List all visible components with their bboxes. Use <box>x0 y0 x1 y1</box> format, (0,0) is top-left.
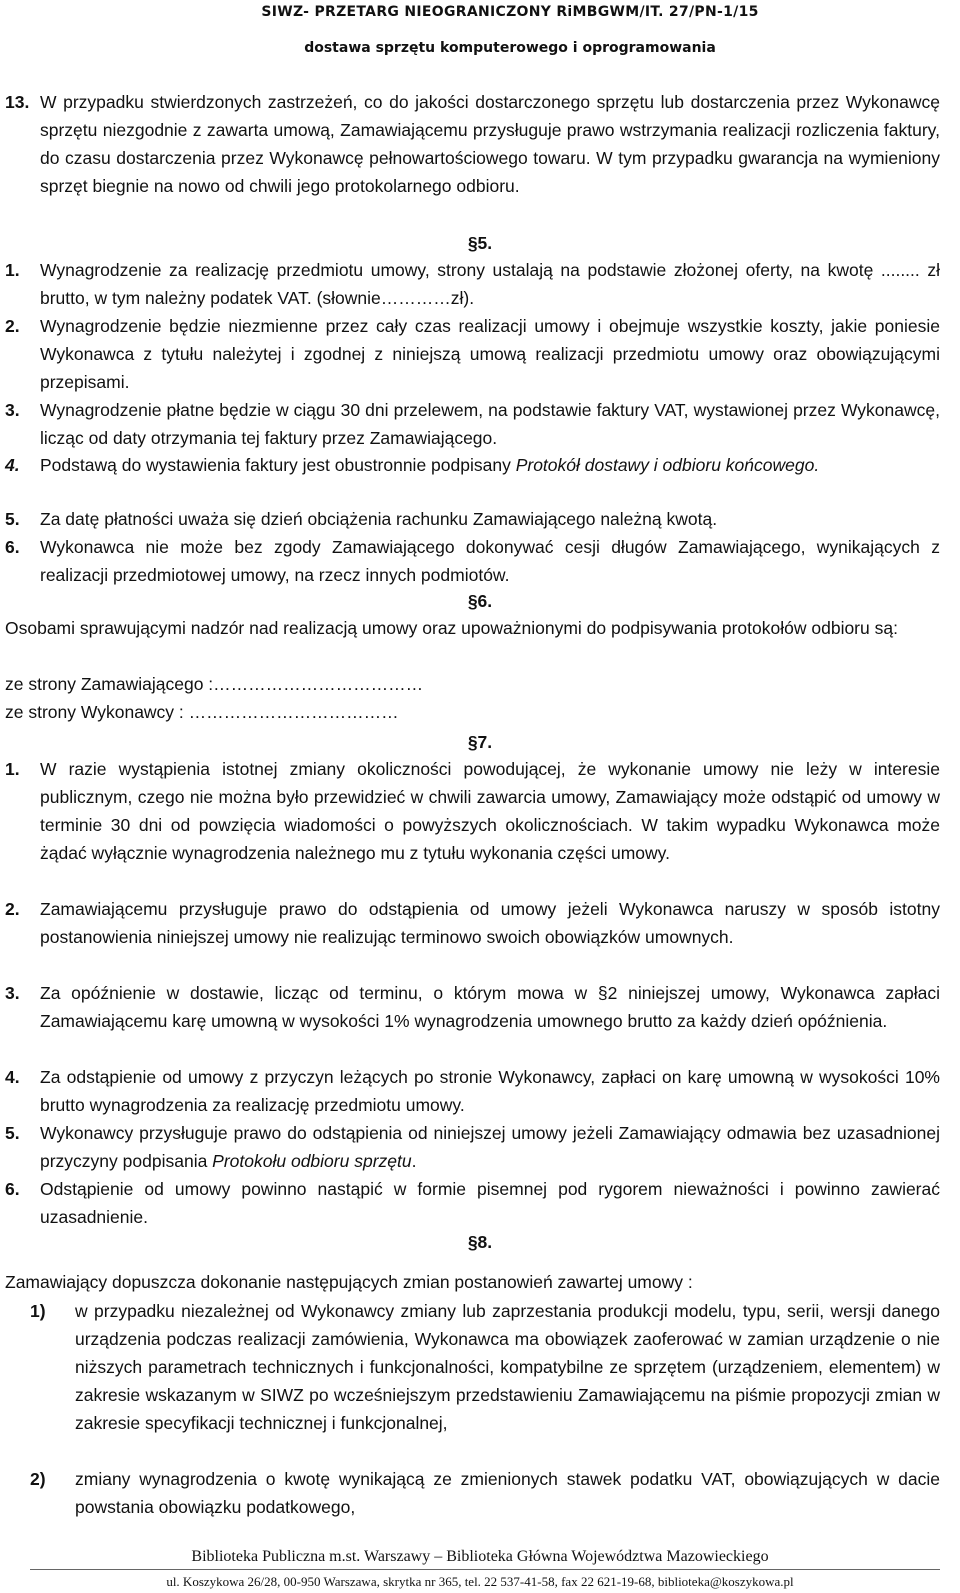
document-reference: Protokół dostawy i odbioru końcowego. <box>515 455 820 475</box>
paragraph-7-1: W razie wystąpienia istotnej zmiany okoliczności powodującej, że wykonanie umowy nie leży w interesie publicznym, czego nie można było przewidzieć w chwili zawarcia umowy, Zamawiający może odstąpić od umowy w terminie 30 dni od powzięcia wiadomości o powyższych okolicznościach. W takim wypadku Wykonawca może żądać wyłącznie wynagrodzenia należnego mu z tytułu wykonania części umowy. <box>40 759 940 863</box>
section-heading-8: §8. <box>467 1232 493 1252</box>
paragraph-8-intro: Zamawiający dopuszcza dokonanie następujących zmian postanowień zawartej umowy : <box>5 1272 693 1292</box>
paragraph-7-6: Odstąpienie od umowy powinno nastąpić w formie pisemnej pod rygorem nieważności i powinno zawierać uzasadnienie. <box>40 1179 940 1227</box>
paragraph-text: Podstawą do wystawienia faktury jest obustronnie podpisany <box>40 455 516 475</box>
footer-institution: Biblioteka Publiczna m.st. Warszawy – Biblioteka Główna Województwa Mazowieckiego <box>191 1548 769 1565</box>
item-number: 4. <box>5 455 20 475</box>
paragraph-item-13: W przypadku stwierdzonych zastrzeżeń, co do jakości dostarczonego sprzętu lub dostarczenia przez Wykonawcę sprzętu niezgodnie z zawarta umową, Zamawiającemu przysługuje prawo wstrzymania realizacji rozliczenia faktury, do czasu dostarczenia przez Wykonawcę pełnowartościowego towaru. W tym przypadku gwarancja na wymieniony sprzęt biegnie na nowo od chwili jego protokolarnego odbioru. <box>40 92 940 196</box>
document-reference: Protokołu odbioru sprzętu <box>212 1151 412 1171</box>
item-number: 1. <box>5 759 20 779</box>
item-number: 3. <box>5 983 20 1003</box>
item-number: 1. <box>5 260 20 280</box>
section-heading-7: §7. <box>467 732 493 752</box>
paragraph-text: . <box>411 1151 417 1171</box>
paragraph-8-1: w przypadku niezależnej od Wykonawcy zmiany lub zaprzestania produkcji modelu, typu, serii, wersji danego urządzenia podczas realizacji zamówienia, Wykonawca ma obowiązek zaoferować w zamian urządzenie o nie niższych parametrach technicznych i funkcjonalności, kompatybilne ze sprzętem (urządzeniem, elementem) w zakresie wskazanym w SIWZ po wcześniejszym przedstawieniu Zamawiającemu na piśmie propozycji zmian w zakresie specyfikacji technicznej i funkcjonalnej, <box>75 1301 940 1433</box>
footer-address: ul. Koszykowa 26/28, 00-950 Warszawa, skrytka nr 365, tel. 22 537-41-58, fax 22 621-19-68, biblioteka@koszykowa.pl <box>166 1574 794 1589</box>
contact-contractor: ze strony Wykonawcy : ……………………………… <box>5 702 399 722</box>
paragraph-5-4 <box>40 451 940 479</box>
footer-divider <box>30 1569 940 1570</box>
paragraph-5-5: Za datę płatności uważa się dzień obciążenia rachunku Zamawiającego należną kwotą. <box>40 509 718 529</box>
paragraph-7-5 <box>40 1119 940 1175</box>
header-title: SIWZ- PRZETARG NIEOGRANICZONY RiMBGWM/IT. 27/PN-1/15 <box>261 4 759 20</box>
item-number: 2. <box>5 316 20 336</box>
item-number: 3. <box>5 400 20 420</box>
item-number: 2. <box>5 899 20 919</box>
item-number: 1) <box>30 1301 46 1321</box>
item-number: 5. <box>5 1123 20 1143</box>
paragraph-5-6: Wykonawca nie może bez zgody Zamawiającego dokonywać cesji długów Zamawiającego, wynikających z realizacji przedmiotowej umowy, na rzecz innych podmiotów. <box>40 537 940 585</box>
item-number: 6. <box>5 1179 20 1199</box>
item-number: 4. <box>5 1067 20 1087</box>
paragraph-8-2: zmiany wynagrodzenia o kwotę wynikającą ze zmienionych stawek podatku VAT, obowiązujących w dacie powstania obowiązku podatkowego, <box>75 1469 940 1517</box>
paragraph-5-1: Wynagrodzenie za realizację przedmiotu umowy, strony ustalają na podstawie złożonej oferty, na kwotę ........ zł brutto, w tym należny podatek VAT. (słownie…………zł). <box>40 260 940 308</box>
item-number: 2) <box>30 1469 46 1489</box>
paragraph-7-2: Zamawiającemu przysługuje prawo do odstąpienia od umowy jeżeli Wykonawca naruszy w sposób istotny postanowienia niniejszej umowy nie realizując terminowo swoich obowiązków umownych. <box>40 899 940 947</box>
paragraph-7-4: Za odstąpienie od umowy z przyczyn leżących po stronie Wykonawcy, zapłaci on karę umowną w wysokości 10% brutto wynagrodzenia za realizację przedmiotu umowy. <box>40 1067 940 1115</box>
paragraph-6-intro: Osobami sprawującymi nadzór nad realizacją umowy oraz upoważnionymi do podpisywania protokołów odbioru są: <box>5 618 898 638</box>
paragraph-7-3: Za opóźnienie w dostawie, licząc od terminu, o którym mowa w §2 niniejszej umowy, Wykonawca zapłaci Zamawiającemu karę umowną w wysokości 1% wynagrodzenia umownego brutto za każdy dzień opóźnienia. <box>40 983 940 1031</box>
contact-ordering-party: ze strony Zamawiającego :……………………………… <box>5 674 424 694</box>
paragraph-5-2: Wynagrodzenie będzie niezmienne przez cały czas realizacji umowy i obejmuje wszystkie koszty, jakie poniesie Wykonawca z tytułu należytej i zgodnej z niniejszą umową realizacji przedmiotu umowy oraz obowiązującymi przepisami. <box>40 316 940 392</box>
header-subtitle: dostawa sprzętu komputerowego i oprogramowania <box>304 40 716 56</box>
item-number: 5. <box>5 509 20 529</box>
paragraph-text: Wykonawcy przysługuje prawo do odstąpienia od niniejszej umowy jeżeli Zamawiający odmawia bez uzasadnionej przyczyny podpisania <box>40 1123 940 1171</box>
item-number: 13. <box>5 92 30 112</box>
section-heading-5: §5. <box>467 233 493 253</box>
paragraph-5-3: Wynagrodzenie płatne będzie w ciągu 30 dni przelewem, na podstawie faktury VAT, wystawionej przez Wykonawcę, licząc od daty otrzymania tej faktury przez Zamawiającego. <box>40 400 940 448</box>
section-heading-6: §6. <box>467 591 493 611</box>
item-number: 6. <box>5 537 20 557</box>
